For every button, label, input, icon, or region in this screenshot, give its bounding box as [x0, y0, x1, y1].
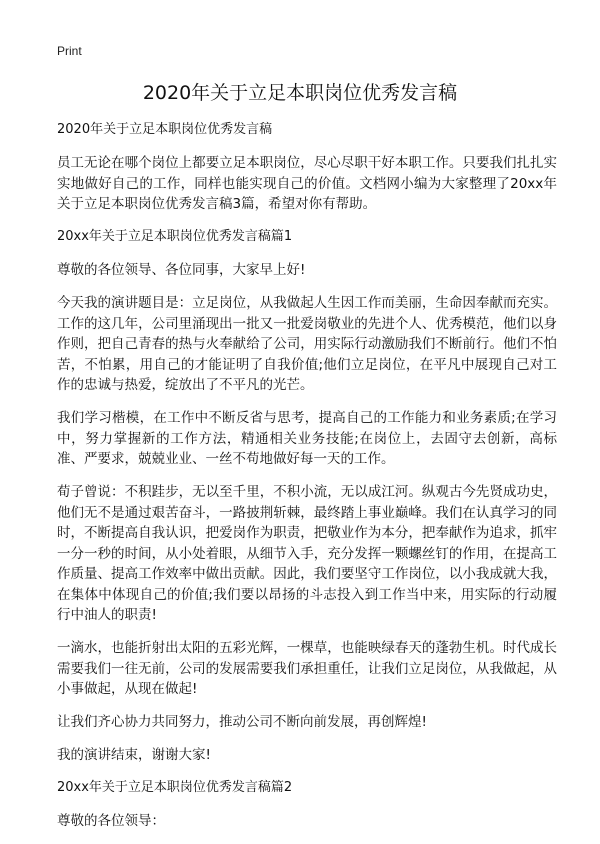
body-paragraph: 让我们齐心协力共同努力，推动公司不断向前发展，再创辉煌! [57, 714, 427, 730]
body-paragraph: 荀子曾说：不积跬步，无以至千里，不积小流，无以成江河。纵观古今先贤成功史，他们无不是通过艰苦奋斗，一路披荆斩棘，最终踏上事业巅峰。我们在认真学习的同时，不断提高自我认识，把爱岗作为职责，把敬业作为本分，把奉献作为追求，抓牢一分一秒的时间，从小处着眼，从细节入手，充分发挥一颗螺丝钉的作用，在提高工作质量、提高工作效率中做出贡献。因此，我们要坚守工作岗位，以小我成就大我，在集体中体现自己的价值;我们要以昂扬的斗志投入到工作当中来，用实际的行动履行中油人的职责! [57, 484, 557, 623]
closing-paragraph: 我的演讲结束，谢谢大家! [57, 747, 211, 763]
body-paragraph: 一滴水，也能折射出太阳的五彩光辉，一棵草，也能映绿春天的蓬勃生机。时代成长需要我们一往无前，公司的发展需要我们承担重任，让我们立足岗位，从我做起，从小事做起，从现在做起! [57, 640, 557, 697]
greeting-paragraph: 尊敬的各位领导、各位同事，大家早上好! [57, 262, 306, 278]
body-paragraph: 我们学习楷模，在工作中不断反省与思考，提高自己的工作能力和业务素质;在学习中，努力掌握新的工作方法，精通相关业务技能;在岗位上，去固守去创新，高标准、严要求，兢兢业业、一丝不苟地做好每一天的工作。 [57, 410, 557, 467]
intro-paragraph: 员工无论在哪个岗位上都要立足本职岗位，尽心尽职干好本职工作。只要我们扎扎实实地做好自己的工作，同样也能实现自己的价值。文档网小编为大家整理了20xx年关于立足本职岗位优秀发言稿3篇，希望对你有帮助。 [57, 155, 557, 212]
subtitle-paragraph: 2020年关于立足本职岗位优秀发言稿 [57, 122, 273, 137]
greeting-paragraph: 尊敬的各位领导： [57, 813, 165, 829]
page-title: 2020年关于立足本职岗位优秀发言稿 [142, 82, 458, 104]
body-paragraph: 今天我的演讲题目是：立足岗位，从我做起人生因工作而美丽，生命因奉献而充实。工作的这几年，公司里涌现出一批又一批爱岗敬业的先进个人、优秀模范，他们以身作则，把自己青春的热与火奉献给了公司，用实际行动激励我们不断前行。他们不怕苦，不怕累，用自己的才能证明了自我价值;他们立足岗位，在平凡中展现自己对工作的忠诚与热爱，绽放出了不平凡的光芒。 [57, 295, 557, 393]
document-body [57, 120, 557, 844]
section-heading-2: 20xx年关于立足本职岗位优秀发言稿篇2 [57, 780, 293, 795]
section-heading-1: 20xx年关于立足本职岗位优秀发言稿篇1 [57, 229, 293, 244]
print-link[interactable]: Print [57, 44, 82, 58]
